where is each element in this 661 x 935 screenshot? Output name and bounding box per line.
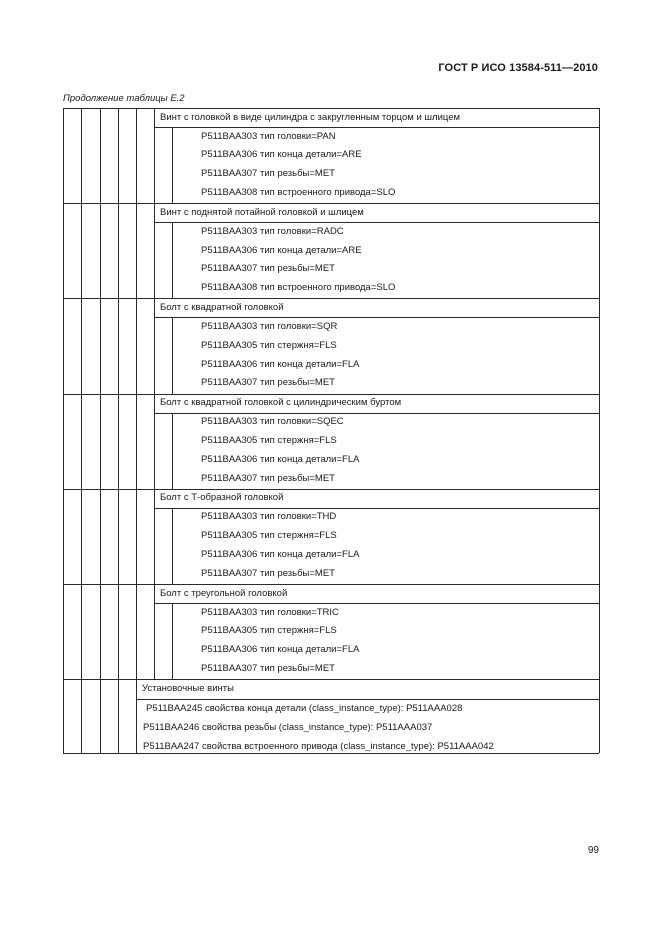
row-rule <box>63 298 599 299</box>
property-line: P511BAA303 тип головки=SQR <box>201 320 338 332</box>
column-rule <box>154 394 155 489</box>
property-line: P511BAA303 тип головки=SQEC <box>201 416 344 428</box>
table-caption: Продолжение таблицы Е.2 <box>63 93 185 104</box>
page-number: 99 <box>587 845 599 856</box>
property-line: P511BAA303 тип головки=PAN <box>201 130 336 142</box>
column-rule <box>154 203 155 298</box>
property-line: P511BAA305 тип стержня=FLS <box>201 434 337 446</box>
row-rule <box>63 753 599 754</box>
row-rule <box>63 108 599 109</box>
group-title: Болт с квадратной головкой <box>160 301 284 313</box>
row-rule <box>136 699 599 700</box>
column-rule <box>136 679 137 753</box>
column-rule <box>154 584 155 679</box>
row-rule <box>154 603 599 604</box>
row-rule <box>63 203 599 204</box>
property-line: P511BAA307 тип резьбы=MET <box>201 377 335 389</box>
group-title: Болт с квадратной головкой с цилиндрическим буртом <box>160 397 402 409</box>
column-rule <box>172 413 173 489</box>
group-title: Болт с треугольной головкой <box>160 587 288 599</box>
property-line: P511BAA307 тип резьбы=MET <box>201 567 335 579</box>
group-title: Болт с Т-образной головкой <box>160 492 284 504</box>
group-title: Винт с головкой в виде цилиндра с закругленным торцом и шлицем <box>160 111 461 123</box>
document-id-header: ГОСТ Р ИСО 13584-511—2010 <box>438 62 598 74</box>
property-line: P511BAA306 тип конца детали=FLA <box>201 453 360 465</box>
property-line: P511BAA306 тип конца детали=ARE <box>201 149 362 161</box>
row-rule <box>63 584 599 585</box>
property-line: P511BAA307 тип резьбы=MET <box>201 263 335 275</box>
row-rule <box>154 222 599 223</box>
column-rule <box>172 222 173 298</box>
property-line: P511BAA308 тип встроенного привода=SLO <box>201 282 396 294</box>
column-rule <box>136 489 137 584</box>
property-line: P511BAA307 тип резьбы=MET <box>201 168 335 180</box>
property-line: P511BAA305 тип стержня=FLS <box>201 339 337 351</box>
column-rule <box>154 489 155 584</box>
property-line: P511BAA307 тип резьбы=MET <box>201 662 335 674</box>
property-line: P511BAA305 тип стержня=FLS <box>201 530 337 542</box>
property-line: P511BAA303 тип головки=RADC <box>201 225 344 237</box>
property-line: P511BAA306 тип конца детали=ARE <box>201 244 362 256</box>
column-rule <box>154 298 155 393</box>
final-group-title: Установочные винты <box>142 683 234 695</box>
property-line: P511BAA246 свойства резьбы (class_instance_type): P511AAA037 <box>143 722 433 734</box>
column-rule <box>63 108 64 753</box>
row-rule <box>63 489 599 490</box>
column-rule <box>599 108 600 753</box>
property-line: P511BAA306 тип конца детали=FLA <box>201 548 360 560</box>
property-line: P511BAA303 тип головки=TRIC <box>201 606 339 618</box>
row-rule <box>154 413 599 414</box>
row-rule <box>154 317 599 318</box>
property-line: P511BAA245 свойства конца детали (class_instance_type): P511AAA028 <box>146 703 463 715</box>
column-rule <box>172 127 173 203</box>
property-line: P511BAA305 тип стержня=FLS <box>201 625 337 637</box>
column-rule <box>154 108 155 203</box>
group-title: Винт с поднятой потайной головкой и шлицем <box>160 206 364 218</box>
column-rule <box>172 317 173 393</box>
property-line: P511BAA308 тип встроенного привода=SLO <box>201 186 396 198</box>
property-line: P511BAA303 тип головки=THD <box>201 511 337 523</box>
column-rule <box>172 603 173 679</box>
row-rule <box>154 127 599 128</box>
column-rule <box>81 108 82 753</box>
column-rule <box>118 108 119 753</box>
row-rule <box>63 394 599 395</box>
column-rule <box>100 108 101 753</box>
column-rule <box>136 584 137 679</box>
properties-table <box>63 108 599 753</box>
row-rule <box>154 508 599 509</box>
row-rule <box>63 679 599 680</box>
column-rule <box>136 203 137 298</box>
property-line: P511BAA306 тип конца детали=FLA <box>201 644 360 656</box>
column-rule <box>136 394 137 489</box>
property-line: P511BAA307 тип резьбы=MET <box>201 472 335 484</box>
column-rule <box>136 298 137 393</box>
property-line: P511BAA306 тип конца детали=FLA <box>201 358 360 370</box>
column-rule <box>136 108 137 203</box>
column-rule <box>172 508 173 584</box>
property-line: P511BAA247 свойства встроенного привода (class_instance_type): P511AAA042 <box>143 741 494 753</box>
